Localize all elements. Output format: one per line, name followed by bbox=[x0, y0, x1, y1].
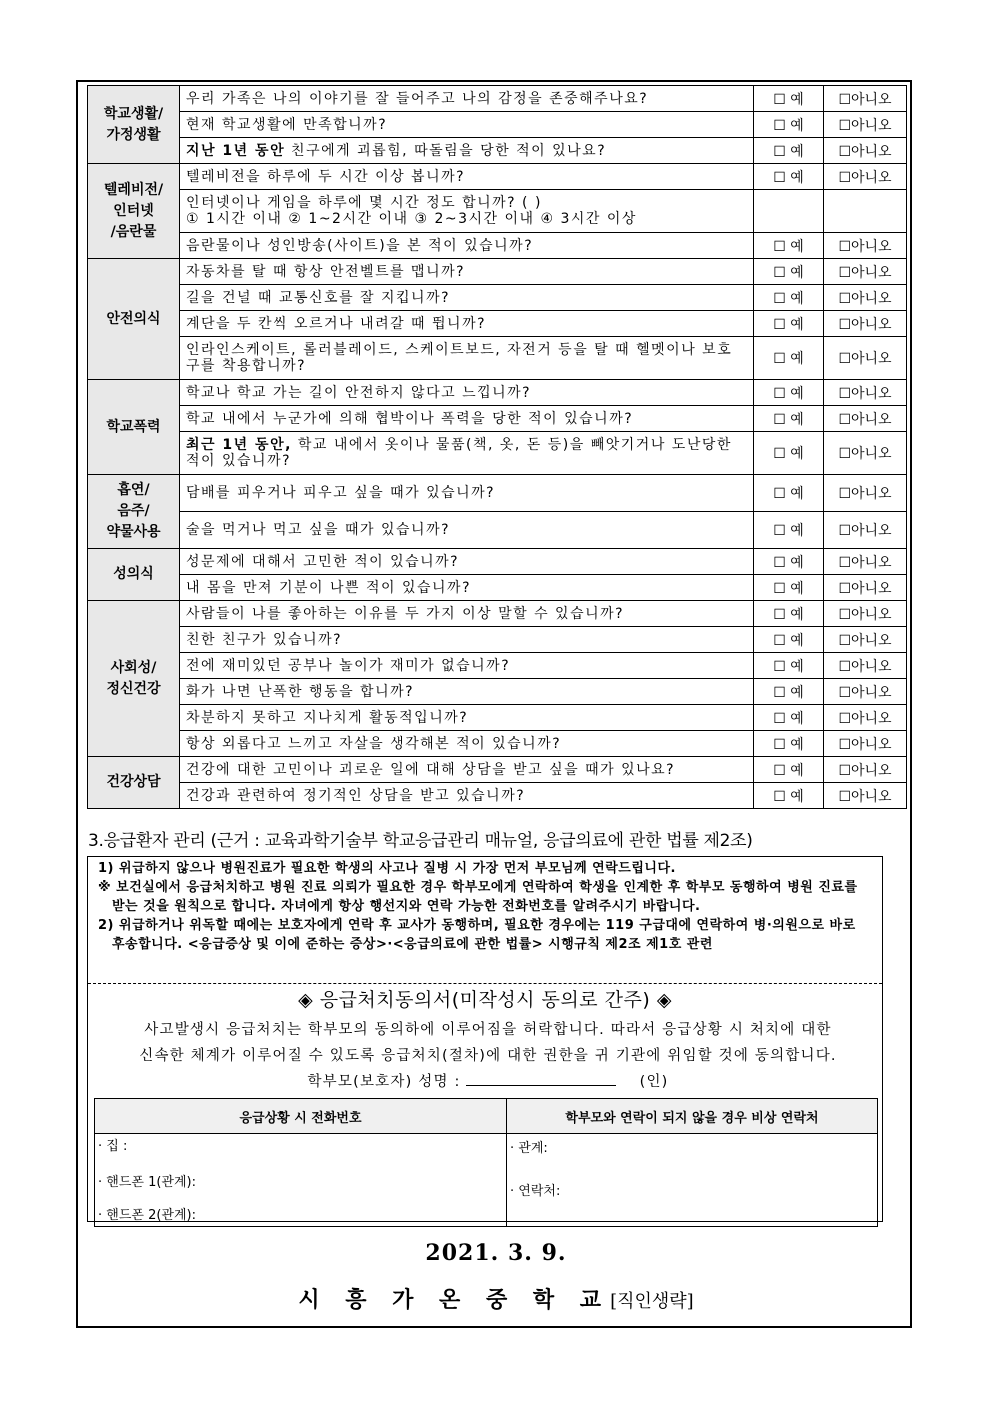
survey-row bbox=[88, 259, 907, 285]
yes-checkbox[interactable]: ☐ 예 bbox=[754, 164, 824, 190]
mobile2-label: · 핸드폰 2(관계): bbox=[98, 1208, 196, 1223]
question-text: 친구에게 괴롭힘, 따돌림을 당한 적이 있나요? bbox=[285, 142, 607, 159]
yes-checkbox[interactable]: ☐ 예 bbox=[754, 653, 824, 679]
survey-row bbox=[88, 311, 907, 337]
question-text: 학교나 학교 가는 길이 안전하지 않다고 느낍니까? bbox=[186, 384, 532, 401]
category-cell: 건강상담 bbox=[88, 757, 180, 809]
no-checkbox[interactable]: ☐아니오 bbox=[824, 380, 907, 406]
no-checkbox bbox=[824, 190, 907, 233]
question-cell bbox=[180, 311, 754, 337]
yes-checkbox[interactable]: ☐ 예 bbox=[754, 731, 824, 757]
no-checkbox[interactable]: ☐아니오 bbox=[824, 731, 907, 757]
seal-omitted-note: [직인생략] bbox=[610, 1291, 694, 1312]
yes-checkbox[interactable]: ☐ 예 bbox=[754, 549, 824, 575]
question-cell bbox=[180, 757, 754, 783]
question-text: 학교 내에서 누군가에 의해 협박이나 폭력을 당한 적이 있습니까? bbox=[186, 410, 634, 427]
no-checkbox[interactable]: ☐아니오 bbox=[824, 285, 907, 311]
question-text: 전에 재미있던 공부나 놀이가 재미가 없습니까? bbox=[186, 657, 511, 674]
question-text: 건강에 대한 고민이나 괴로운 일에 대해 상담을 받고 싶을 때가 있나요? bbox=[186, 761, 676, 778]
no-checkbox[interactable]: ☐아니오 bbox=[824, 337, 907, 380]
consent-body bbox=[102, 1017, 874, 1095]
category-cell: 성의식 bbox=[88, 549, 180, 601]
question-cell bbox=[180, 512, 754, 549]
contact-number-label: · 연락처: bbox=[510, 1184, 561, 1199]
question-text: 우리 가족은 나의 이야기를 잘 들어주고 나의 감정을 존중해주나요? bbox=[186, 90, 649, 107]
question-text: 사람들이 나를 좋아하는 이유를 두 가지 이상 말할 수 있습니까? bbox=[186, 605, 625, 622]
survey-row bbox=[88, 731, 907, 757]
survey-row bbox=[88, 190, 907, 233]
survey-row bbox=[88, 705, 907, 731]
document-date: 2021. 3. 9. bbox=[425, 1240, 567, 1266]
no-checkbox[interactable]: ☐아니오 bbox=[824, 679, 907, 705]
category-cell: 학교폭력 bbox=[88, 380, 180, 475]
question-cell bbox=[180, 549, 754, 575]
yes-checkbox[interactable]: ☐ 예 bbox=[754, 601, 824, 627]
signature-label: 학부모(보호자) 성명 : bbox=[307, 1074, 461, 1090]
section3-title: 3.응급환자 관리 (근거 : 교육과학기술부 학교응급관리 매뉴얼, 응급의료에 관한 법률 제2조) bbox=[88, 831, 753, 851]
question-text: 학교 내에서 옷이나 물품(책, 옷, 돈 등)을 빼앗기거나 도난당한 적이 있습니까? bbox=[186, 437, 732, 469]
question-text: 친한 친구가 있습니까? bbox=[186, 631, 343, 648]
yes-checkbox[interactable]: ☐ 예 bbox=[754, 259, 824, 285]
survey-row bbox=[88, 380, 907, 406]
survey-row bbox=[88, 475, 907, 512]
yes-checkbox[interactable]: ☐ 예 bbox=[754, 627, 824, 653]
question-cell bbox=[180, 138, 754, 164]
survey-row bbox=[88, 512, 907, 549]
question-emphasis: 지난 1년 동안 bbox=[186, 142, 286, 159]
no-checkbox[interactable]: ☐아니오 bbox=[824, 653, 907, 679]
question-text: 항상 외롭다고 느끼고 자살을 생각해본 적이 있습니까? bbox=[186, 735, 562, 752]
yes-checkbox[interactable]: ☐ 예 bbox=[754, 679, 824, 705]
survey-row bbox=[88, 575, 907, 601]
question-cell bbox=[180, 406, 754, 432]
survey-row bbox=[88, 549, 907, 575]
emergency-notes bbox=[98, 859, 868, 954]
no-checkbox[interactable]: ☐아니오 bbox=[824, 549, 907, 575]
question-text: 담배를 피우거나 피우고 싶을 때가 있습니까? bbox=[186, 485, 496, 501]
yes-checkbox[interactable]: ☐ 예 bbox=[754, 380, 824, 406]
question-text: 차분하지 못하고 지나치게 활동적입니까? bbox=[186, 709, 469, 726]
backup-contact-cell[interactable] bbox=[507, 1134, 878, 1227]
question-emphasis: 최근 1년 동안, bbox=[186, 437, 292, 453]
question-text: 계단을 두 칸씩 오르거나 내려갈 때 뜁니까? bbox=[186, 315, 487, 332]
question-cell bbox=[180, 653, 754, 679]
note-1: 1) 위급하지 않으나 병원진료가 필요한 학생의 사고나 질병 시 가장 먼저 부모님께 연락드립니다. bbox=[98, 861, 676, 876]
category-cell: 안전의식 bbox=[88, 259, 180, 380]
signature-row bbox=[102, 1069, 874, 1095]
health-survey-table bbox=[87, 85, 907, 809]
yes-checkbox[interactable]: ☐ 예 bbox=[754, 112, 824, 138]
survey-row bbox=[88, 653, 907, 679]
question-text: 내 몸을 만져 기분이 나쁜 적이 있습니까? bbox=[186, 579, 472, 596]
question-text: 음란물이나 성인방송(사이트)을 본 적이 있습니까? bbox=[186, 237, 534, 254]
yes-checkbox[interactable]: ☐ 예 bbox=[754, 138, 824, 164]
no-checkbox[interactable]: ☐아니오 bbox=[824, 783, 907, 809]
yes-checkbox[interactable]: ☐ 예 bbox=[754, 757, 824, 783]
question-cell bbox=[180, 380, 754, 406]
no-checkbox[interactable]: ☐아니오 bbox=[824, 406, 907, 432]
consent-title: ◈ 응급처치동의서(미작성시 동의로 간주) ◈ bbox=[298, 989, 672, 1011]
question-cell bbox=[180, 112, 754, 138]
survey-row bbox=[88, 679, 907, 705]
yes-checkbox[interactable]: ☐ 예 bbox=[754, 512, 824, 549]
question-cell bbox=[180, 432, 754, 475]
question-cell bbox=[180, 627, 754, 653]
no-checkbox[interactable]: ☐아니오 bbox=[824, 138, 907, 164]
yes-checkbox[interactable]: ☐ 예 bbox=[754, 432, 824, 475]
category-cell: 흡연/ 음주/ 약물사용 bbox=[88, 475, 180, 549]
question-cell bbox=[180, 233, 754, 259]
school-name: 시 흥 가 온 중 학 교 bbox=[298, 1287, 611, 1313]
no-checkbox[interactable]: ☐아니오 bbox=[824, 311, 907, 337]
question-text: 화가 나면 난폭한 행동을 합니까? bbox=[186, 683, 415, 700]
survey-row bbox=[88, 757, 907, 783]
question-text: 인터넷이나 게임을 하루에 몇 시간 정도 합니까? ( ) ① 1시간 이내 ② 1~2시간 이내 ③ 2~3시간 이내 ④ 3시간 이상 bbox=[186, 195, 637, 227]
yes-checkbox[interactable]: ☐ 예 bbox=[754, 783, 824, 809]
question-text: 자동차를 탈 때 항상 안전벨트를 맵니까? bbox=[186, 263, 466, 280]
yes-checkbox[interactable]: ☐ 예 bbox=[754, 475, 824, 512]
question-text: 건강과 관련하여 정기적인 상담을 받고 있습니까? bbox=[186, 787, 526, 804]
yes-checkbox[interactable]: ☐ 예 bbox=[754, 337, 824, 380]
no-checkbox[interactable]: ☐아니오 bbox=[824, 512, 907, 549]
no-checkbox[interactable]: ☐아니오 bbox=[824, 475, 907, 512]
question-cell bbox=[180, 783, 754, 809]
relation-label: · 관계: bbox=[510, 1141, 548, 1156]
survey-row bbox=[88, 337, 907, 380]
divider bbox=[88, 983, 882, 984]
yes-checkbox[interactable]: ☐ 예 bbox=[754, 233, 824, 259]
no-checkbox[interactable]: ☐아니오 bbox=[824, 432, 907, 475]
survey-row bbox=[88, 285, 907, 311]
contact-header-backup: 학부모와 연락이 되지 않을 경우 비상 연락처 bbox=[507, 1099, 878, 1134]
survey-row bbox=[88, 601, 907, 627]
no-checkbox[interactable]: ☐아니오 bbox=[824, 575, 907, 601]
category-cell: 학교생활/ 가정생활 bbox=[88, 86, 180, 164]
yes-checkbox bbox=[754, 190, 824, 233]
question-text: 텔레비전을 하루에 두 시간 이상 봅니까? bbox=[186, 168, 466, 185]
consent-line-1: 사고발생시 응급처치는 학부모의 동의하에 이루어짐을 허락합니다. 따라서 응급상황 시 처치에 대한 bbox=[144, 1022, 832, 1038]
question-cell bbox=[180, 190, 754, 233]
no-checkbox[interactable]: ☐아니오 bbox=[824, 233, 907, 259]
school-signature bbox=[0, 1283, 992, 1314]
question-text: 길을 건널 때 교통신호를 잘 지킵니까? bbox=[186, 289, 451, 306]
question-cell bbox=[180, 475, 754, 512]
contact-header-emergency: 응급상황 시 전화번호 bbox=[95, 1099, 507, 1134]
no-checkbox[interactable]: ☐아니오 bbox=[824, 86, 907, 112]
yes-checkbox[interactable]: ☐ 예 bbox=[754, 575, 824, 601]
survey-row bbox=[88, 86, 907, 112]
question-cell bbox=[180, 337, 754, 380]
no-checkbox[interactable]: ☐아니오 bbox=[824, 259, 907, 285]
question-cell bbox=[180, 259, 754, 285]
category-cell: 사회성/ 정신건강 bbox=[88, 601, 180, 757]
no-checkbox[interactable]: ☐아니오 bbox=[824, 705, 907, 731]
yes-checkbox[interactable]: ☐ 예 bbox=[754, 311, 824, 337]
survey-row bbox=[88, 783, 907, 809]
question-text: 현재 학교생활에 만족합니까? bbox=[186, 116, 388, 133]
survey-row bbox=[88, 627, 907, 653]
question-text: 인라인스케이트, 롤러블레이드, 스케이트보드, 자전거 등을 탈 때 헬멧이나 보호구를 착용합니까? bbox=[186, 342, 733, 374]
question-cell bbox=[180, 705, 754, 731]
question-cell bbox=[180, 86, 754, 112]
survey-row bbox=[88, 164, 907, 190]
question-cell bbox=[180, 285, 754, 311]
question-cell bbox=[180, 164, 754, 190]
question-text: 성문제에 대해서 고민한 적이 있습니까? bbox=[186, 553, 460, 570]
category-cell: 텔레비전/ 인터넷 /음란물 bbox=[88, 164, 180, 259]
question-cell bbox=[180, 731, 754, 757]
seal-mark: (인) bbox=[639, 1074, 669, 1090]
no-checkbox[interactable]: ☐아니오 bbox=[824, 627, 907, 653]
question-cell bbox=[180, 601, 754, 627]
contact-table bbox=[94, 1098, 878, 1227]
question-cell bbox=[180, 679, 754, 705]
emergency-box bbox=[87, 856, 883, 1222]
question-cell bbox=[180, 575, 754, 601]
mobile1-label: · 핸드폰 1(관계): bbox=[98, 1175, 196, 1190]
no-checkbox[interactable]: ☐아니오 bbox=[824, 601, 907, 627]
no-checkbox[interactable]: ☐아니오 bbox=[824, 112, 907, 138]
home-phone-label: · 집 : bbox=[98, 1139, 128, 1154]
yes-checkbox[interactable]: ☐ 예 bbox=[754, 86, 824, 112]
question-text: 술을 먹거나 먹고 싶을 때가 있습니까? bbox=[186, 522, 451, 538]
yes-checkbox[interactable]: ☐ 예 bbox=[754, 285, 824, 311]
survey-row bbox=[88, 138, 907, 164]
survey-row bbox=[88, 112, 907, 138]
consent-line-2: 신속한 체계가 이루어질 수 있도록 응급처치(절차)에 대한 권한을 귀 기관에 위임할 것에 동의합니다. bbox=[139, 1048, 837, 1064]
no-checkbox[interactable]: ☐아니오 bbox=[824, 757, 907, 783]
survey-row bbox=[88, 233, 907, 259]
no-checkbox[interactable]: ☐아니오 bbox=[824, 164, 907, 190]
yes-checkbox[interactable]: ☐ 예 bbox=[754, 705, 824, 731]
note-3: 2) 위급하거나 위독할 때에는 보호자에게 연락 후 교사가 동행하며, 필요한 경우에는 119 구급대에 연락하여 병·의원으로 바로 후송합니다. <응급증상 및 이에 준하는 증상>·<응급의료에 관한 법률> 시행규칙 제2조 제1호 관련 bbox=[98, 918, 856, 952]
note-2: ※ 보건실에서 응급처치하고 병원 진료 의뢰가 필요한 경우 학부모에게 연락하여 학생을 인계한 후 학부모 동행하여 병원 진료를 받는 것을 원칙으로 합니다. 자녀에게 항상 행선지와 연락 가능한 전화번호를 알려주시기 바랍니다. bbox=[98, 880, 858, 914]
emergency-phones-cell[interactable] bbox=[95, 1134, 507, 1227]
survey-row bbox=[88, 432, 907, 475]
survey-row bbox=[88, 406, 907, 432]
signature-field[interactable] bbox=[466, 1069, 616, 1086]
yes-checkbox[interactable]: ☐ 예 bbox=[754, 406, 824, 432]
